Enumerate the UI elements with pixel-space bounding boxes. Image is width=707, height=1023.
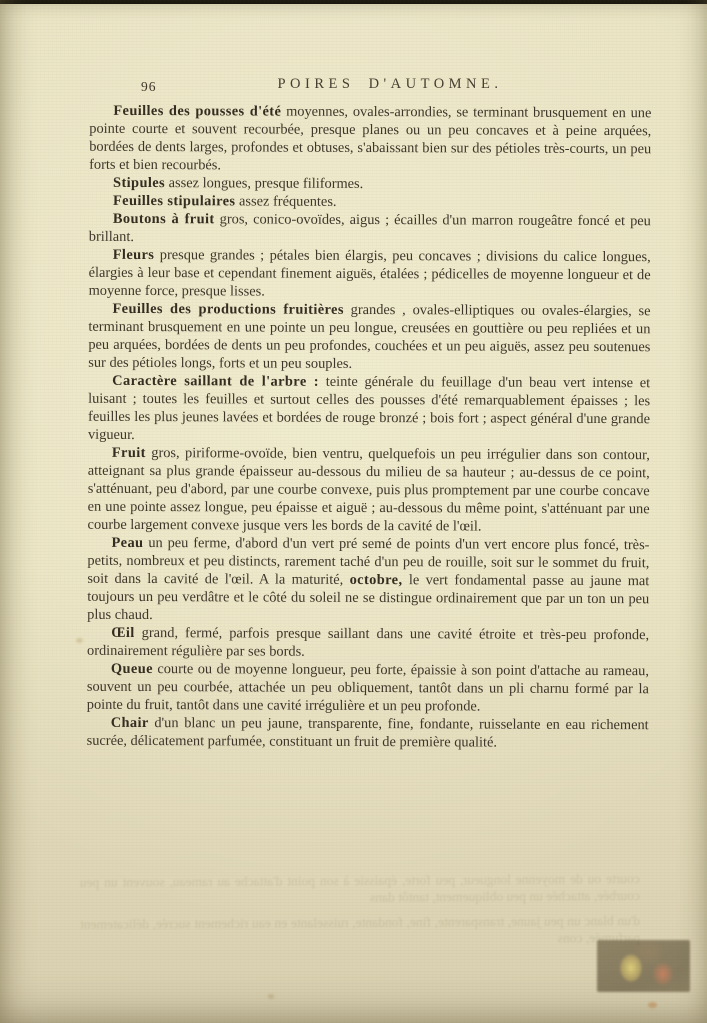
- paragraph-lead-term: Stipules: [113, 174, 166, 192]
- page-number: 96: [141, 79, 157, 94]
- paragraph-lead-term: octobre,: [349, 571, 403, 589]
- paragraph-text: moyennes, ovales-arrondies, se terminant brusquement en une pointe courte et souvent recourbée, presque planes ou un peu concaves et à peine arquées, bordées de dents larges, profondes et obtuses, s'abaissant bien sur des pétioles très-courts, un peu forts et bien recourbés.: [89, 103, 652, 174]
- paragraph: [88, 300, 650, 374]
- page-header-title: POIRES D'AUTOMNE.: [277, 76, 503, 92]
- paragraph-lead-term: Feuilles des productions fruitières: [112, 300, 344, 318]
- paragraph: [88, 372, 650, 446]
- paragraph-text: gros, piriforme-ovoïde, bien ventru, quelquefois un peu irrégulier dans son contour, atteignant sa plus grande épaisseur au-dessous du milieu de sa hauteur ; au-dessus de ce point, s'atténuant, peu d'abord, par une courbe convexe, puis plus promptement par une courbe concave en une pointe assez longue, peu épaisse et aiguë ; au-dessous du même point, s'atténuant par une courbe largement convexe jusque vers les bords de la cavité de l'œil.: [87, 445, 650, 535]
- paragraph-text: d'un blanc un peu jaune, transparente, fine, fondante, ruisselante en eau richement sucrée, délicatement parfumée, constituant un fruit de première qualité.: [86, 715, 649, 751]
- paragraph-text: grand, fermé, parfois presque saillant dans une cavité étroite et très-peu profonde, ordinairement régulière par ses bords.: [86, 624, 650, 660]
- paragraph-lead-term: Fruit: [111, 444, 146, 462]
- paragraph: [87, 624, 649, 662]
- page-header: [0, 76, 707, 96]
- paragraph-lead-term: Feuilles des pousses d'été: [113, 102, 282, 120]
- paragraph-lead-term: Fleurs: [112, 246, 155, 264]
- paragraph-text: un peu ferme, d'abord d'un vert pré semé de points d'un vert encore plus foncé, très-petits, nombreux et peu distincts, rarement taché d'un peu de rouille, soit sur le sommet du fruit, soit dans la cavité de l'œil. A la maturité,: [87, 535, 650, 588]
- paragraph-text: courte ou de moyenne longueur, peu forte, épaissie à son point d'attache au rameau, souvent un peu courbée, attachée un peu obliquement, tantôt dans un pli charnu formé par la pointe du fruit, tantôt dans une cavité irrégulière et un peu profonde.: [86, 661, 649, 715]
- paragraph-text: le vert fondamental passe au jaune mat toujours un peu verdâtre et le côté du soleil ne se distingue ordinairement que par un ton un peu plus chaud.: [87, 572, 650, 624]
- show-through-text: [80, 870, 641, 958]
- paragraph-text: assez fréquentes.: [235, 193, 337, 210]
- paragraph-lead-term: Caractère saillant de l'arbre :: [112, 372, 320, 390]
- foxing-spot: [648, 1002, 657, 1008]
- paragraph-text: grandes , ovales-elliptiques ou ovales-élargies, se terminant brusquement en une pointe un peu longue, creusées en gouttière ou peu repliées et un peu arquées, bordées de dents un peu profondes, couchées et un peu aiguës, assez peu soutenues sur des pétioles longs, forts et un peu souples.: [88, 301, 651, 372]
- paragraph-text: teinte générale du feuillage d'un beau vert intense et luisant ; toutes les feuilles et surtout celles des pousses d'été remarquablement épaisses ; les feuilles les plus jeunes lavées et bordées de rouge bronzé ; bois fort ; aspect général d'une grande vigueur.: [87, 373, 651, 443]
- paragraph-text: presque grandes ; pétales bien élargis, peu concaves ; divisions du calice longues, élargies à leur base et cependant finement aiguës, étalées ; pédicelles de moyenne longueur et de moyenne force, presque lisses.: [88, 247, 651, 300]
- paragraph-lead-term: Chair: [110, 714, 149, 732]
- paragraph-text: gros, conico-ovoïdes, aigus ; écailles d'un marron rougeâtre foncé et peu brillant.: [88, 211, 651, 245]
- show-through-line: d'un blanc un peu jaune, transparente, fine, fondante, ruisselante en eau richement sucrée, délicatement parfumée, cons: [80, 913, 641, 946]
- paragraph: [89, 246, 651, 302]
- paragraph: [87, 534, 649, 626]
- paragraph: [88, 444, 650, 536]
- paragraph: [87, 660, 649, 716]
- paragraph-lead-term: Feuilles stipulaires: [112, 192, 236, 210]
- paragraph-text: assez longues, presque filiformes.: [165, 175, 364, 192]
- foxing-spot: [268, 994, 274, 999]
- paragraph-lead-term: Œil: [111, 624, 135, 641]
- paragraph-lead-term: Peau: [111, 534, 144, 552]
- page-body-text: [87, 102, 652, 752]
- paragraph: [89, 210, 651, 248]
- show-through-line: courte ou de moyenne longueur, peu forte, épaissie à son point d'attache au rameau, souvent un peu courbée, attachée un peu obliquement, tantôt dans: [79, 871, 640, 905]
- paragraph-lead-term: Queue: [110, 660, 153, 678]
- scan-edge-top: [0, 0, 707, 4]
- paragraph-lead-term: Boutons à fruit: [112, 210, 215, 228]
- ghost-plate-image: [597, 940, 690, 992]
- paragraph: [87, 714, 649, 752]
- foxing-spot: [76, 638, 83, 643]
- paragraph: [89, 102, 651, 176]
